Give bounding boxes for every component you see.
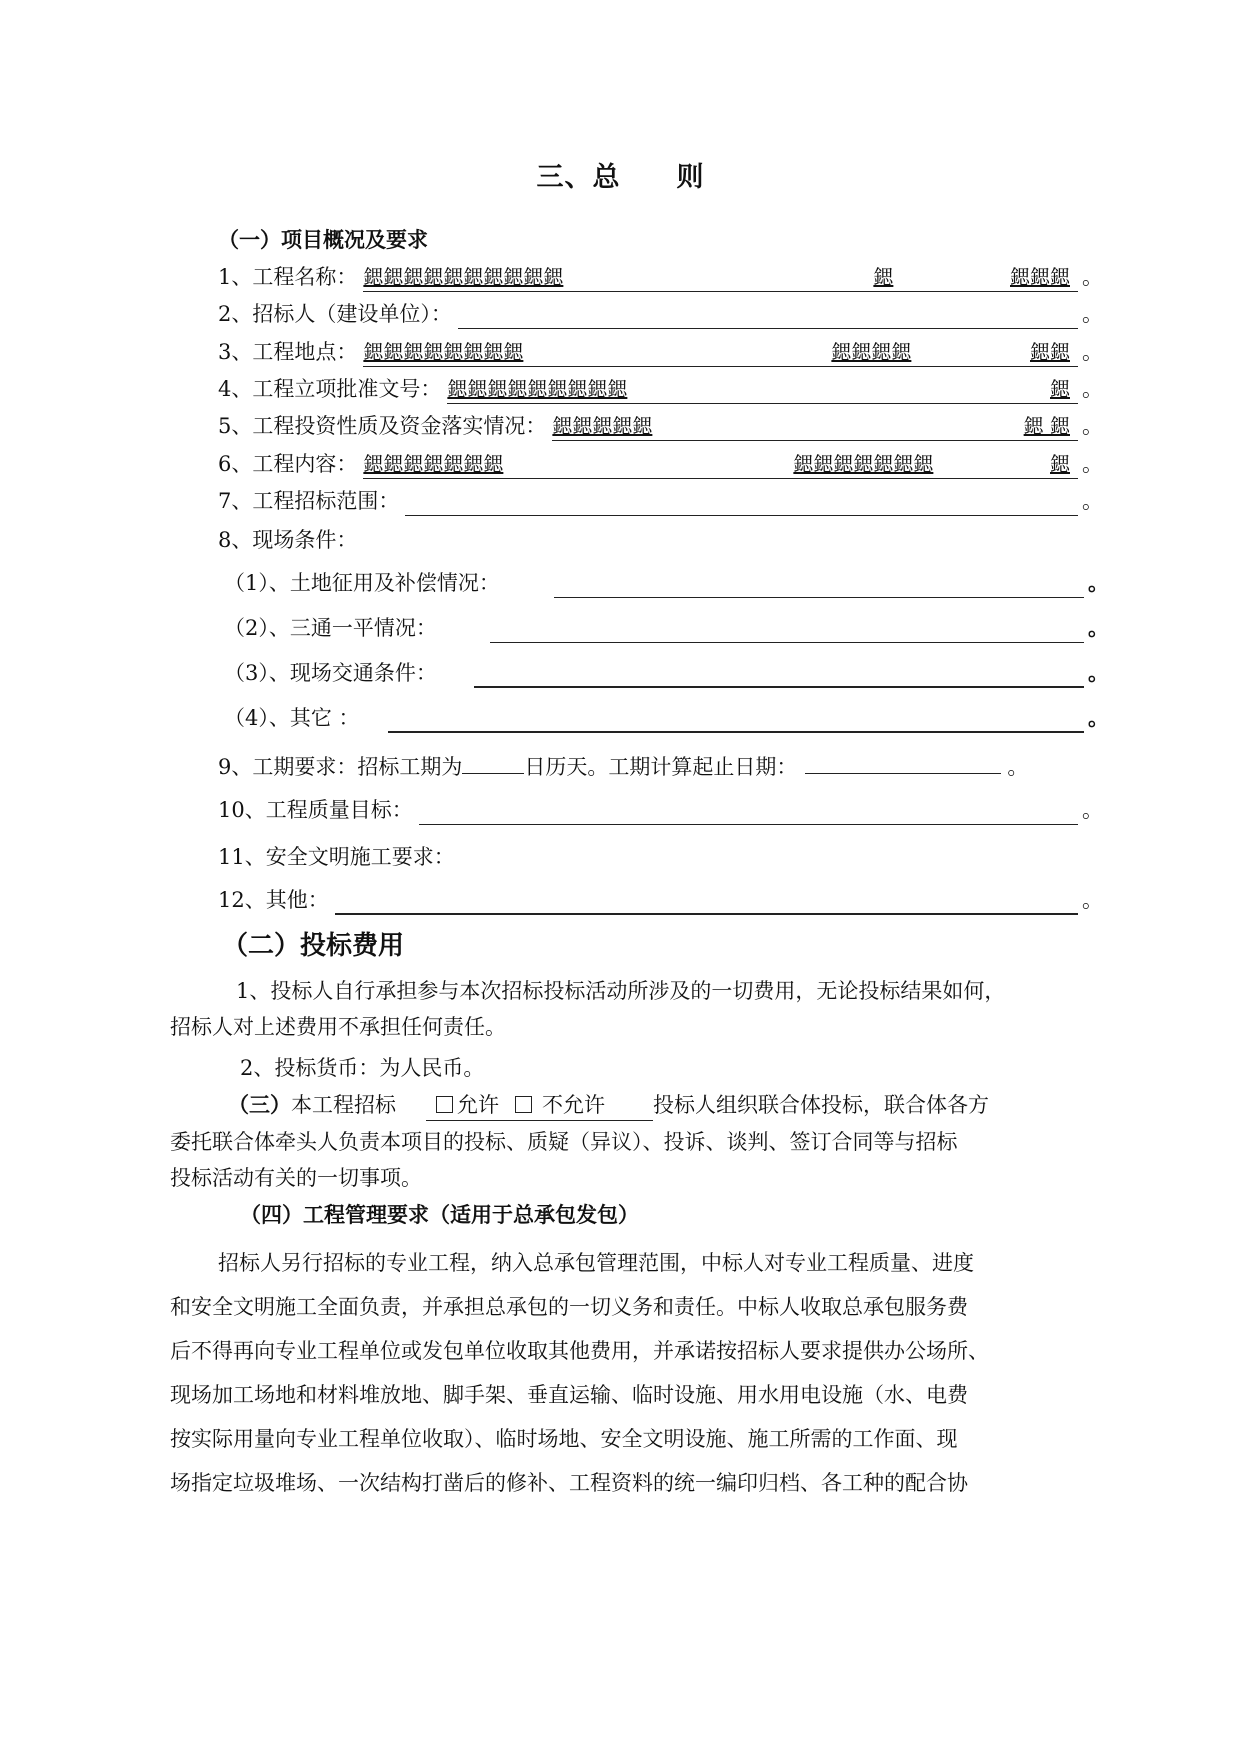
filled-value: 鍶鍶鍶鍶 (831, 340, 912, 364)
schedule-days-blank[interactable] (462, 751, 524, 774)
quality-blank[interactable] (419, 796, 1078, 825)
section-4-line: 和安全文明施工全面负责，并承担总承包的一切义务和责任。中标人收取总承包服务费 (170, 1295, 968, 1319)
section-3-label: （三） (228, 1093, 291, 1117)
filled-value: 鍶鍶鍶 (1010, 265, 1070, 289)
disallow-option: 不允许 (542, 1093, 605, 1117)
filled-value: 鍶 (1050, 452, 1070, 476)
item-row (218, 411, 1103, 441)
section-2-p1b: 招标人对上述费用不承担任何责任。 (170, 1015, 506, 1039)
item-blank[interactable] (363, 450, 1078, 479)
schedule-middle: 日历天。工期计算起止日期： (524, 755, 798, 779)
consortium-options (426, 1090, 653, 1121)
period: 。 (1082, 340, 1103, 364)
item-row (218, 299, 1103, 329)
section-4-heading: （四）工程管理要求（适用于总承包发包） (240, 1203, 639, 1227)
filled-value: 鍶鍶鍶鍶鍶鍶鍶鍶鍶鍶 (363, 265, 564, 289)
item-blank[interactable] (458, 300, 1078, 329)
item-label: 3、工程地点： (218, 340, 358, 364)
item-blank[interactable] (552, 412, 1078, 441)
period: 。 (1082, 414, 1103, 438)
site-item-2 (224, 613, 1109, 643)
item-blank[interactable] (363, 338, 1078, 367)
allow-option: 允许 (457, 1093, 499, 1117)
filled-value: 鍶鍶鍶鍶鍶鍶鍶 (363, 452, 504, 476)
period: 。 (1007, 755, 1029, 779)
filled-value: 鍶鍶鍶鍶鍶 (552, 414, 653, 438)
section-4-line: 招标人另行招标的专业工程，纳入总承包管理范围，中标人对专业工程质量、进度 (218, 1251, 974, 1275)
checkbox-icon[interactable] (515, 1096, 532, 1113)
site-item-1 (224, 568, 1109, 598)
section-3-line1 (228, 1090, 989, 1121)
site-item-label: （4）、其它 ： (224, 706, 360, 730)
period: 。 (1088, 616, 1109, 640)
item-blank[interactable] (363, 263, 1078, 292)
site-item-blank[interactable] (490, 614, 1084, 643)
other-label: 12、其他： (218, 888, 329, 912)
section-3-text1: 本工程招标 (291, 1093, 396, 1117)
section-4-line: 按实际用量向专业工程单位收取）、临时场地、安全文明设施、施工所需的工作面、现 (170, 1427, 958, 1451)
site-item-blank[interactable] (474, 658, 1084, 688)
section-2-p1a: 1、投标人自行承担参与本次招标投标活动所涉及的一切费用，无论投标结果如何， (236, 979, 1006, 1003)
section-3-text2: 投标人组织联合体投标，联合体各方 (653, 1093, 989, 1117)
quality-row (218, 795, 1103, 825)
checkbox-icon[interactable] (436, 1096, 453, 1113)
site-item-3 (224, 658, 1109, 688)
filled-value: 鍶 鍶 (1023, 414, 1070, 438)
site-item-4 (224, 703, 1109, 733)
period: 。 (1082, 265, 1103, 289)
item-row (218, 337, 1103, 367)
item-label: 7、工程招标范围： (218, 489, 400, 513)
period: 。 (1082, 888, 1103, 912)
filled-value: 鍶鍶鍶鍶鍶鍶鍶 (793, 452, 934, 476)
schedule-row (218, 751, 1028, 782)
item-row (218, 486, 1103, 516)
section-2-p2: 2、投标货币：为人民币。 (240, 1056, 485, 1080)
item-blank[interactable] (405, 487, 1078, 516)
site-item-label: （2）、三通一平情况： (224, 616, 437, 640)
item-label: 1、工程名称： (218, 265, 358, 289)
schedule-prefix: 9、工期要求：招标工期为 (218, 755, 463, 779)
safety-label: 11、安全文明施工要求： (218, 845, 455, 869)
filled-value: 鍶 (873, 265, 894, 289)
site-item-label: （1）、土地征用及补偿情况： (224, 571, 500, 595)
section-3-line2: 委托联合体牵头人负责本项目的投标、质疑（异议）、投诉、谈判、签订合同等与招标 (170, 1130, 958, 1154)
quality-label: 10、工程质量目标： (218, 798, 413, 822)
item-row (218, 449, 1103, 479)
section-1-heading: （一）项目概况及要求 (218, 228, 428, 252)
schedule-dates-blank[interactable] (805, 751, 1001, 774)
site-conditions-label: 8、现场条件： (218, 528, 358, 552)
item-blank[interactable] (447, 375, 1078, 404)
section-4-line: 现场加工场地和材料堆放地、脚手架、垂直运输、临时设施、用水用电设施（水、电费 (170, 1383, 968, 1407)
section-3-line3: 投标活动有关的一切事项。 (170, 1166, 422, 1190)
filled-value: 鍶鍶鍶鍶鍶鍶鍶鍶 (363, 340, 524, 364)
filled-value: 鍶 (1050, 377, 1070, 401)
site-item-label: （3）、现场交通条件： (224, 661, 437, 685)
period: 。 (1088, 661, 1109, 685)
section-4-line: 后不得再向专业工程单位或发包单位收取其他费用，并承诺按招标人要求提供办公场所、 (170, 1339, 989, 1363)
filled-value: 鍶鍶 (1030, 340, 1070, 364)
site-item-blank[interactable] (554, 569, 1084, 598)
period: 。 (1088, 571, 1109, 595)
item-label: 4、工程立项批准文号： (218, 377, 442, 401)
item-row (218, 374, 1103, 404)
page-title: 三、总 则 (536, 162, 705, 193)
period: 。 (1082, 798, 1103, 822)
period: 。 (1082, 489, 1103, 513)
period: 。 (1082, 452, 1103, 476)
item-label: 6、工程内容： (218, 452, 358, 476)
period: 。 (1082, 302, 1103, 326)
other-blank[interactable] (335, 885, 1078, 915)
item-label: 5、工程投资性质及资金落实情况： (218, 414, 547, 438)
site-item-blank[interactable] (388, 703, 1084, 733)
other-row (218, 885, 1103, 915)
section-2-heading: （二）投标费用 (222, 931, 405, 961)
item-label: 2、招标人（建设单位）： (218, 302, 452, 326)
filled-value: 鍶鍶鍶鍶鍶鍶鍶鍶鍶 (447, 377, 628, 401)
item-row (218, 262, 1103, 292)
section-4-line: 场指定垃圾堆场、一次结构打凿后的修补、工程资料的统一编印归档、各工种的配合协 (170, 1471, 968, 1495)
period: 。 (1088, 706, 1109, 730)
period: 。 (1082, 377, 1103, 401)
